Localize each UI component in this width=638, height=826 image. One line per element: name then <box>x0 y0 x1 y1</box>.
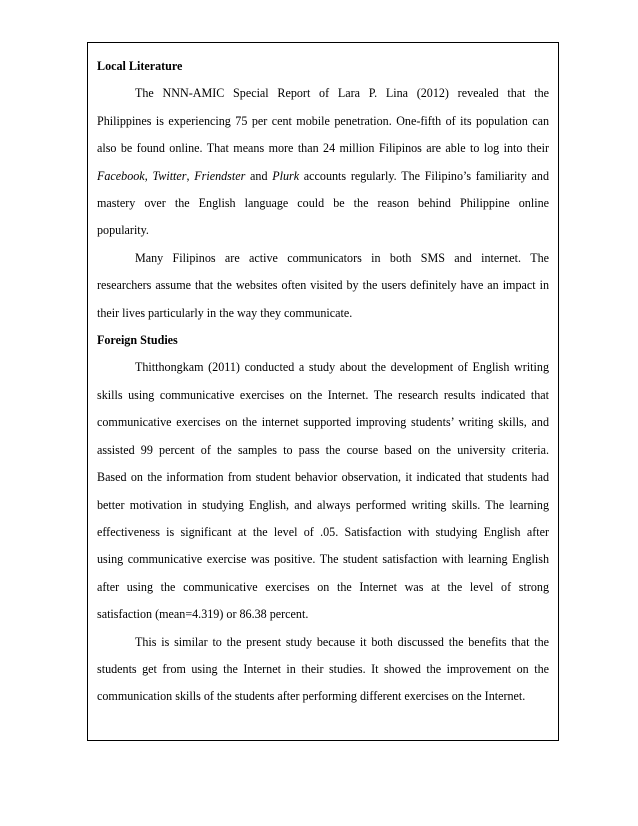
text-line: Many Filipinos are active communicators in both SMS and internet. The <box>135 250 549 265</box>
text-line: after using the communicative exercises on the Internet was at the level of strong <box>97 579 549 594</box>
text-line: Facebook, Twitter, Friendster and Plurk accounts regularly. The Filipino’s familiarity and <box>97 168 550 183</box>
text-line: skills using communicative exercises on the Internet. The research results indicated that <box>97 387 549 402</box>
text-line: communication skills of the students after performing different exercises on the Internet. <box>97 689 526 704</box>
italic-twitter: Twitter <box>152 168 187 183</box>
text-line: popularity. <box>97 223 149 238</box>
text-line: The NNN-AMIC Special Report of Lara P. Lina (2012) revealed that the <box>135 86 549 101</box>
text-line: better motivation in studying English, and always performed writing skills. The learning <box>97 497 549 512</box>
text-line: Thitthongkam (2011) conducted a study about the development of English writing <box>135 360 549 375</box>
paragraph-nnn-amic-report <box>97 80 549 244</box>
italic-friendster: Friendster <box>194 168 246 183</box>
text-line: researchers assume that the websites often visited by the users definitely have an impact in <box>97 278 549 293</box>
text-line: This is similar to the present study because it both discussed the benefits that the <box>135 634 549 649</box>
section-heading-local-literature: Local Literature <box>97 59 183 73</box>
text-line: Based on the information from student behavior observation, it indicated that students had <box>97 470 549 485</box>
paragraph-thitthongkam-study <box>97 354 549 628</box>
paragraph-filipino-communicators <box>97 245 549 327</box>
section-heading-foreign-studies: Foreign Studies <box>97 333 178 348</box>
text-line: effectiveness is significant at the level of .05. Satisfaction with studying English after <box>97 524 549 539</box>
text-line: satisfaction (mean=4.319) or 86.38 percent. <box>97 607 309 622</box>
text-line: using communicative exercise was positive. The student satisfaction with learning English <box>97 552 549 567</box>
text-line: Philippines is experiencing 75 per cent mobile penetration. One-fifth of its population can <box>97 113 549 128</box>
text-line: students get from using the Internet in their studies. It showed the improvement on the <box>97 661 549 676</box>
text-line: also be found online. That means more than 24 million Filipinos are able to log into their <box>97 141 549 156</box>
text-line: communicative exercises on the internet supported improving students’ writing skills, and <box>97 415 549 430</box>
text-line: their lives particularly in the way they communicate. <box>97 305 353 320</box>
italic-plurk: Plurk <box>272 168 300 183</box>
italic-facebook: Facebook <box>97 168 145 183</box>
text-line: mastery over the English language could be the reason behind Philippine online <box>97 196 549 211</box>
document-page <box>87 42 559 741</box>
text-line: assisted 99 percent of the samples to pass the course based on the university criteria. <box>97 442 549 457</box>
paragraph-present-study-comparison <box>97 629 549 711</box>
